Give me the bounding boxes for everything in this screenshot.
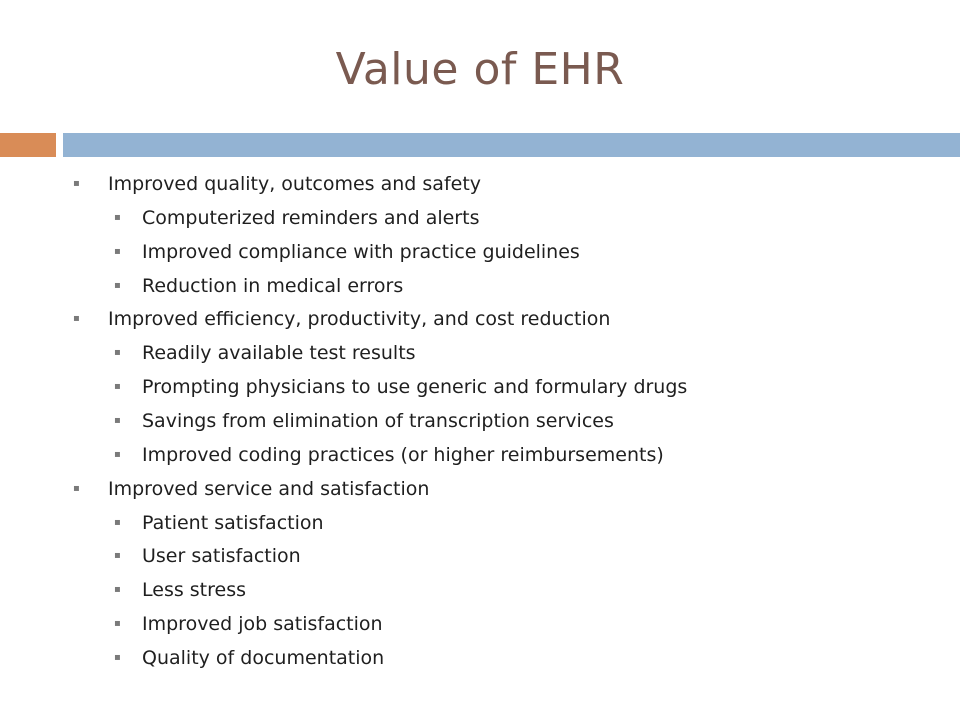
title-accent-bar-right [63,133,960,157]
bullet-dot-icon: ▪ [114,279,121,291]
bullet-item-level1 [0,474,960,508]
bullet-text: Improved service and satisfaction [108,477,430,500]
bullet-item-level2 [0,609,960,643]
bullet-text: User satisfaction [142,545,301,568]
bullet-text: Patient satisfaction [142,511,324,534]
bullet-text: Computerized reminders and alerts [142,207,480,229]
bullet-dot-icon: ▪ [114,381,121,393]
bullet-dot-icon: ▪ [73,482,80,494]
bullet-dot-icon: ▪ [73,178,80,189]
bullet-text: Improved job satisfaction [142,612,383,635]
bullet-text: Quality of documentation [142,646,385,669]
bullet-text: Improved quality, outcomes and safety [108,173,482,195]
bullet-list [0,169,960,677]
bullet-item-level2 [0,643,960,677]
bullet-dot-icon: ▪ [114,651,121,663]
bullet-text: Improved coding practices (or higher reimbursements) [142,443,664,466]
bullet-dot-icon: ▪ [73,313,80,325]
bullet-text: Readily available test results [142,342,416,365]
bullet-dot-icon: ▪ [114,212,121,223]
bullet-text: Prompting physicians to use generic and formulary drugs [142,376,688,399]
bullet-text: Savings from elimination of transcription services [142,409,614,432]
bullet-text: Improved efficiency, productivity, and cost reduction [108,308,611,331]
bullet-dot-icon: ▪ [114,414,121,426]
bullet-item-level2 [0,508,960,542]
bullet-text: Reduction in medical errors [142,274,404,297]
bullet-item-level1 [0,169,960,203]
bullet-item-level1 [0,304,960,338]
bullet-dot-icon: ▪ [114,245,121,257]
bullet-item-level2 [0,406,960,440]
bullet-dot-icon: ▪ [114,584,121,596]
bullet-dot-icon: ▪ [114,550,121,562]
bullet-dot-icon: ▪ [114,516,121,528]
bullet-item-level2 [0,440,960,474]
bullet-text: Improved compliance with practice guidelines [142,240,580,263]
bullet-dot-icon: ▪ [114,448,121,460]
bullet-item-level2 [0,271,960,305]
bullet-dot-icon: ▪ [114,347,121,359]
title-accent-bar-left [0,133,56,157]
bullet-item-level2 [0,372,960,406]
bullet-item-level2 [0,338,960,372]
bullet-text: Less stress [142,579,247,602]
slide-title: Value of EHR [335,44,625,95]
bullet-item-level2 [0,541,960,575]
bullet-item-level2 [0,237,960,271]
bullet-dot-icon: ▪ [114,617,121,629]
bullet-item-level2 [0,203,960,237]
bullet-item-level2 [0,575,960,609]
